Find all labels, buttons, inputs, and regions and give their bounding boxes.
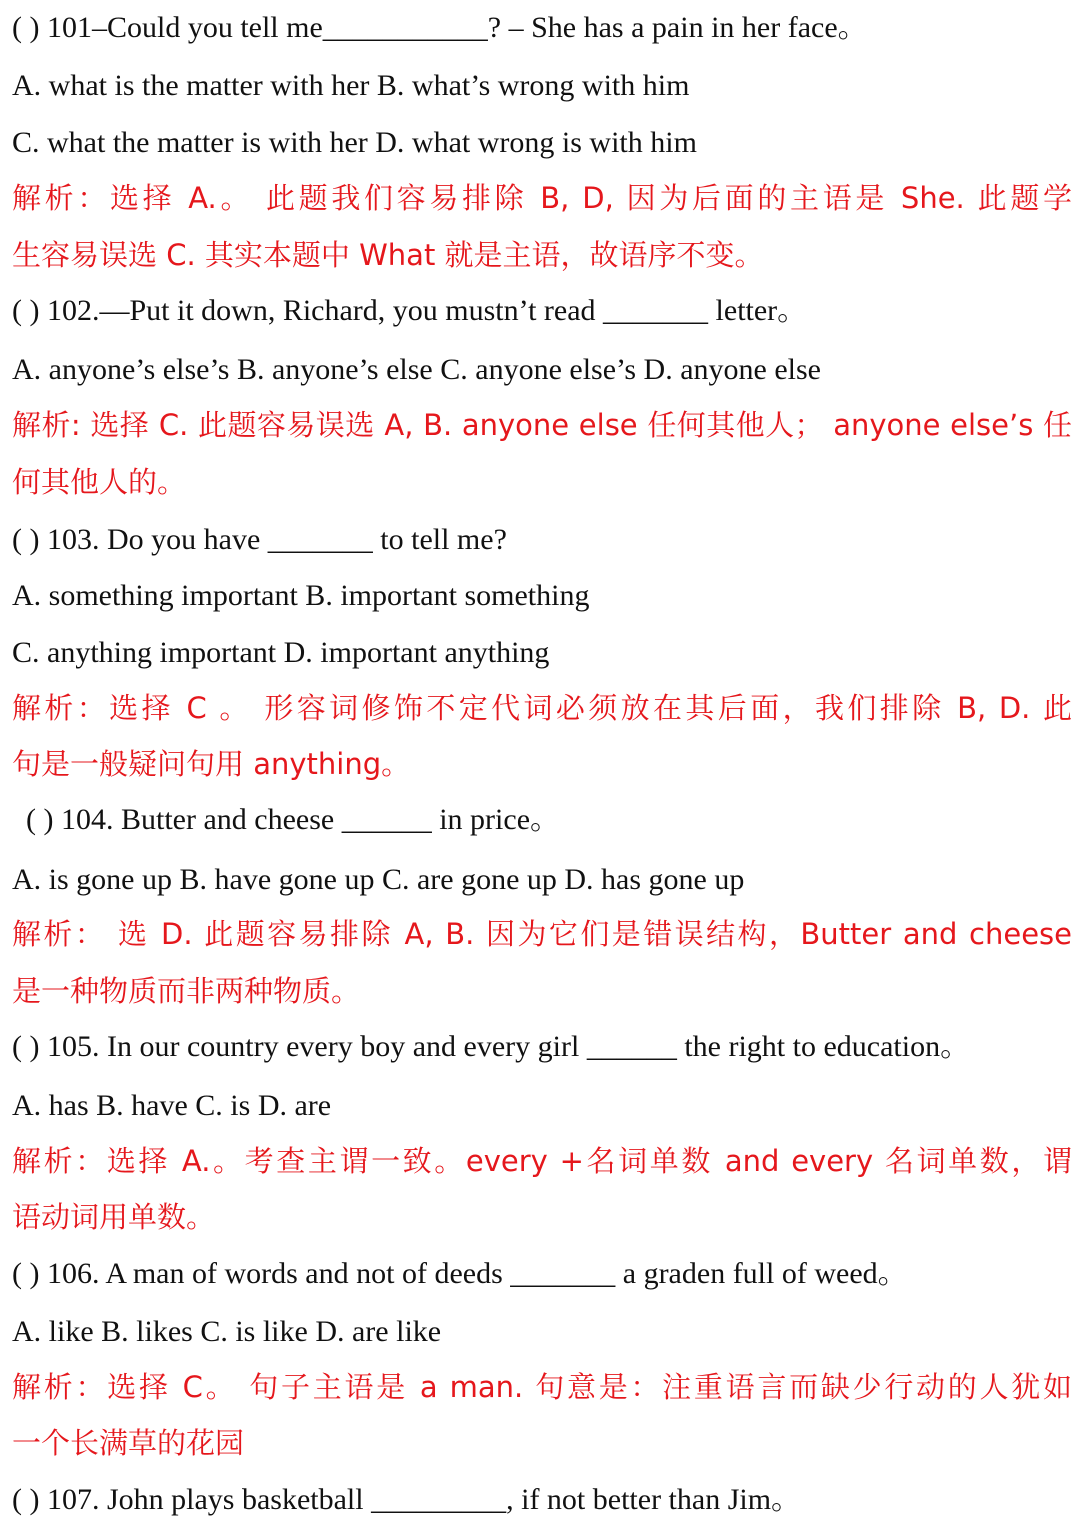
- question-102-options: A. anyone’s else’s B. anyone’s else C. anyone else’s D. anyone else: [12, 353, 821, 386]
- question-104-analysis-line-1: 解析： 选 D. 此题容易排除 A, B. 因为它们是错误结构，Butter and cheese: [12, 917, 1072, 951]
- question-102-analysis-line-1: 解析: 选择 C. 此题容易误选 A, B. anyone else 任何其他人； anyone else’s 任: [12, 408, 1072, 442]
- question-106-options: A. like B. likes C. is like D. are like: [12, 1315, 442, 1348]
- question-106-stem: ( ) 106. A man of words and not of deeds _______ a graden full of weed。: [12, 1257, 908, 1290]
- question-106-analysis-line-1: 解析：选择 C。 句子主语是 a man. 句意是：注重语言而缺少行动的人犹如: [12, 1370, 1072, 1404]
- question-102-stem: ( ) 102.—Put it down, Richard, you mustn’t read _______ letter。: [12, 294, 808, 327]
- question-105-analysis-line-1: 解析：选择 A.。考查主谓一致。every +名词单数 and every 名词单数，谓: [12, 1144, 1072, 1178]
- question-103-options-cd: C. anything important D. important anything: [12, 636, 550, 669]
- question-104-stem: ( ) 104. Butter and cheese ______ in price。: [26, 803, 561, 836]
- question-101-options-ab: A. what is the matter with her B. what’s wrong with him: [12, 69, 690, 102]
- question-102-analysis-line-2: 何其他人的。: [12, 465, 187, 499]
- question-105-stem: ( ) 105. In our country every boy and every girl ______ the right to education。: [12, 1030, 971, 1063]
- question-104-analysis-line-2: 是一种物质而非两种物质。: [12, 974, 361, 1008]
- question-105-analysis-line-2: 语动词用单数。: [12, 1200, 216, 1234]
- question-107-stem: ( ) 107. John plays basketball _________, if not better than Jim。: [12, 1483, 802, 1516]
- question-101-analysis-line-1: 解析：选择 A.。 此题我们容易排除 B, D, 因为后面的主语是 She. 此题学: [12, 181, 1072, 215]
- question-103-options-ab: A. something important B. important something: [12, 579, 590, 612]
- question-103-analysis-line-2: 句是一般疑问句用 anything。: [12, 747, 411, 781]
- question-105-options: A. has B. have C. is D. are: [12, 1089, 332, 1122]
- question-101-options-cd: C. what the matter is with her D. what wrong is with him: [12, 126, 697, 159]
- question-104-options: A. is gone up B. have gone up C. are gone up D. has gone up: [12, 863, 745, 896]
- question-101-analysis-line-2: 生容易误选 C. 其实本题中 What 就是主语，故语序不变。: [12, 238, 764, 272]
- question-101-stem: ( ) 101–Could you tell me___________? – She has a pain in her face。: [12, 11, 868, 44]
- question-106-analysis-line-2: 一个长满草的花园: [12, 1426, 245, 1460]
- question-103-analysis-line-1: 解析：选择 C 。 形容词修饰不定代词必须放在其后面，我们排除 B, D. 此: [12, 691, 1072, 725]
- question-103-stem: ( ) 103. Do you have _______ to tell me?: [12, 523, 507, 556]
